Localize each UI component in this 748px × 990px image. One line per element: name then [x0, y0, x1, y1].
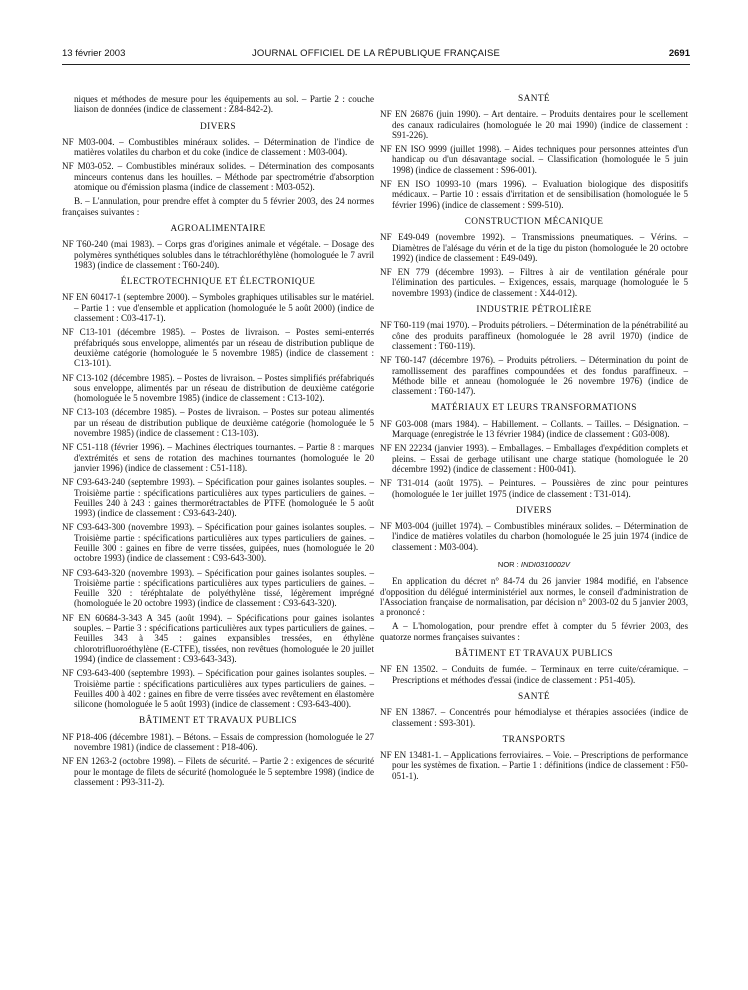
standard-entry: NF T60-240 (mai 1983). – Corps gras d'origines animale et végétale. – Dosage des polymères synthétiques solubles dans le tétrachloréthylène (homologuée le 7 avril 1983) (indice de classement : T60-240). [62, 239, 374, 270]
standard-entry: NF EN 779 (décembre 1993). – Filtres à air de ventilation générale pour l'élimination des particules. – Exigences, essais, marquage (homologuée le 5 novembre 1993) (indice de classement : X44-012). [380, 267, 688, 298]
standard-entry: NF T31-014 (août 1975). – Peintures. – Poussières de zinc pour peintures (homologuée le 1er juillet 1975 (indice de classement : T31-014). [380, 478, 688, 499]
standard-entry: NF EN 1263-2 (octobre 1998). – Filets de sécurité. – Partie 2 : exigences de sécurité pour le montage de filets de sécurité (homologuée le 5 septembre 1998) (indice de classement : P93-311-2). [62, 756, 374, 787]
section-title-divers: DIVERS [516, 505, 552, 516]
nor-reference [380, 560, 688, 570]
continued-entry: niques et méthodes de mesure pour les équipements au sol. – Partie 2 : couche liaison de données (indice de classement : Z84-842-2). [74, 94, 374, 115]
section-title-divers: DIVERS [200, 121, 236, 132]
decision-paragraph: En application du décret n° 84-74 du 26 janvier 1984 modifié, en l'absence d'opposition du délégué interministériel aux normes, le conseil d'administration de l'Association française de normalisation, par décision n° 2003-02 du 5 janvier 2003, a prononcé : [380, 576, 688, 618]
page-header [62, 48, 690, 62]
section-title-transports: TRANSPORTS [502, 734, 566, 745]
standard-entry: NF C51-118 (février 1996). – Machines électriques tournantes. – Partie 8 : marques d'extrémités et sens de rotation des machines tournantes (homologuée le 20 janvier 1996) (indice de classement : C51-118). [62, 442, 374, 473]
header-page-number: 2691 [668, 48, 690, 59]
standard-entry: NF EN 13867. – Concentrés pour hémodialyse et thérapies associées (indice de classement : S93-301). [380, 707, 688, 728]
standard-entry: NF EN 13502. – Conduits de fumée. – Terminaux en terre cuite/céramique. – Prescriptions et méthodes d'essai (indice de classement : P51-405). [380, 664, 688, 685]
standard-entry: NF EN ISO 10993-10 (mars 1996). – Evaluation biologique des dispositifs médicaux. – Partie 10 : essais d'irritation et de sensibilisation (homologuée le 5 février 1996) (indice de classement : S99-510). [380, 179, 688, 210]
standard-entry: NF C93-643-400 (septembre 1993). – Spécification pour gaines isolantes souples. – Troisième partie : spécifications particulières aux types particuliers de gaines. – Feuilles 400 à 402 : gaines en fibre de verre tissées avec revêtement en élastomère silicone (homologuée le 5 août 1993) (indice de classement : C93-643-400). [62, 668, 374, 710]
standard-entry: NF M03-004 (juillet 1974). – Combustibles minéraux solides. – Détermination de l'indice de matières volatiles du charbon (homologuée le 25 juin 1974 (indice de classement : M03-004). [380, 521, 688, 552]
section-title-electrotechnique: ÉLECTROTECHNIQUE ET ÉLECTRONIQUE [120, 277, 316, 288]
standard-entry: NF C13-101 (décembre 1985). – Postes de livraison. – Postes semi-enterrés préfabriqués sous enveloppe, alimentés par un réseau de distribution publique de deuxième catégorie (homologuée le 5 novembre 1985) (indice de classement : C13-101). [62, 327, 374, 369]
section-title-sante-2: SANTÉ [518, 691, 550, 702]
standard-entry: NF M03-004. – Combustibles minéraux solides. – Détermination de l'indice de matières volatiles du charbon et du coke (indice de classement : M03-004). [62, 136, 374, 158]
standard-entry: NF EN ISO 9999 (juillet 1998). – Aides techniques pour personnes atteintes d'un handicap ou d'un désavantage social. – Classification (homologuée le 5 juin 1998) (indice de classement : S96-001). [380, 144, 688, 175]
header-date: 13 février 2003 [62, 48, 126, 59]
nor-code: INDI0310002V [520, 559, 571, 569]
standard-entry: NF EN 13481-1. – Applications ferroviaires. – Voie. – Prescriptions de performance pour les systèmes de fixation. – Partie 1 : définitions (indice de classement : F50-051-1). [380, 750, 688, 781]
header-title: JOURNAL OFFICIEL DE LA RÉPUBLIQUE FRANÇAISE [251, 48, 501, 59]
standard-entry: NF M03-052. – Combustibles minéraux solides. – Détermination des composants minceurs contenus dans les houilles. – Méthode par spectrométrie d'absorption atomique ou d'émission plasma (indice de classement : M03-052). [62, 161, 374, 193]
standard-entry: NF EN 22234 (janvier 1993). – Emballages. – Emballages d'expédition complets et pleins. – Essai de gerbage utilisant une charge statique (homologuée le 20 décembre 1992) (indice de classement : H00-041). [380, 443, 688, 474]
standard-entry: NF EN 60684-3-343 A 345 (août 1994). – Spécifications pour gaines isolantes souples. – Partie 3 : spécifications particulières aux types particuliers de gaines. – Feuilles 343 à 345 : gaines expansibles tressées, en éthylène chlorotrifluoroéthylène (E-CTFE), tissées, non revêtues (homologuée le 20 juillet 1994) (indice de classement : C93-643-343). [62, 612, 374, 664]
section-title-batiment: BÂTIMENT ET TRAVAUX PUBLICS [139, 716, 297, 727]
standard-entry: NF T60-147 (décembre 1976). – Produits pétroliers. – Détermination du point de ramollissement des paraffines compoundées et des fondus paraffineux. – Méthode bille et anneau (homologuée le 26 novembre 1976) (indice de classement : T60-147). [380, 355, 688, 397]
right-column [380, 94, 688, 785]
standard-entry: NF EN 26876 (juin 1990). – Art dentaire. – Produits dentaires pour le scellement des canaux radiculaires (homologuée le 20 mai 1990) (indice de classement : S91-226). [380, 109, 688, 140]
standard-entry: NF G03-008 (mars 1984). – Habillement. – Collants. – Tailles. – Désignation. – Marquage (enregistrée le 13 février 1984) (indice de classement : G03-008). [380, 418, 688, 440]
homologation-paragraph: A – L'homologation, pour prendre effet à compter du 5 février 2003, des quatorze normes françaises suivantes : [380, 621, 688, 642]
standard-entry: NF C93-643-240 (septembre 1993). – Spécification pour gaines isolantes souples. – Troisième partie : spécifications particulières aux types particuliers de gaines. – Feuilles 240 à 243 : gaines thermorétractables de PTFE (homologuée le 5 août 1993) (indice de classement : C93-643-240). [62, 477, 374, 519]
header-rule [62, 64, 690, 65]
section-title-industrie-petroliere: INDUSTRIE PÉTROLIÈRE [476, 305, 592, 316]
section-title-agroalimentaire: AGROALIMENTAIRE [170, 223, 266, 234]
standard-entry: NF T60-119 (mai 1970). – Produits pétroliers. – Détermination de la pénétrabilité au cône des produits paraffineux (homologuée le 28 avril 1970) (indice de classement : T60-119). [380, 320, 688, 351]
standard-entry: NF C93-643-300 (novembre 1993). – Spécification pour gaines isolantes souples. – Troisième partie : spécifications particulières aux types particuliers de gaines. – Feuille 300 : gaines en fibre de verre tissées, guipées, nues (homologuée le 20 octobre 1993) (indice de classement : C93-643-300). [62, 522, 374, 564]
section-title-construction-mecanique: CONSTRUCTION MÉCANIQUE [464, 216, 604, 227]
standard-entry: NF C93-643-320 (novembre 1993). – Spécification pour gaines isolantes souples. – Troisième partie : spécifications particulières aux types particuliers de gaines. – Feuille 320 : téréphtalate de polyéthylène tissé, légèrement imprégné (homologuée le 20 octobre 1993) (indice de classement : C93-643-320). [62, 567, 374, 609]
standard-entry: NF C13-102 (décembre 1985). – Postes de livraison. – Postes simplifiés préfabriqués sous enveloppe, alimentés par un réseau de distribution de deuxième catégorie (homologuée le 5 novembre 1985) (indice de classement : C13-102). [62, 372, 374, 404]
standard-entry: NF C13-103 (décembre 1985). – Postes de livraison. – Postes sur poteau alimentés par un réseau de distribution publique de deuxième catégorie (homologuée le 5 novembre 1985) (indice de classement : C13-103). [62, 407, 374, 439]
section-title-materiaux: MATÉRIAUX ET LEURS TRANSFORMATIONS [431, 403, 637, 414]
standard-entry: NF P18-406 (décembre 1981). – Bétons. – Essais de compression (homologuée le 27 novembre 1981) (indice de classement : P18-406). [62, 731, 374, 753]
nor-label: NOR : [497, 559, 519, 569]
section-title-sante: SANTÉ [518, 94, 550, 104]
left-column [62, 94, 374, 791]
section-title-batiment: BÂTIMENT ET TRAVAUX PUBLICS [455, 649, 613, 660]
standard-entry: NF E49-049 (novembre 1992). – Transmissions pneumatiques. – Vérins. – Diamètres de l'alésage du vérin et de la tige du piston (homologuée le 20 octobre 1992) (indice de classement : E49-049). [380, 232, 688, 263]
annulation-paragraph: B. – L'annulation, pour prendre effet à compter du 5 février 2003, des 24 normes françaises suivantes : [62, 196, 374, 217]
standard-entry: NF EN 60417-1 (septembre 2000). – Symboles graphiques utilisables sur le matériel. – Partie 1 : vue d'ensemble et application (homologuée le 5 août 2000) (indice de classement : C03-417-1). [62, 292, 374, 324]
